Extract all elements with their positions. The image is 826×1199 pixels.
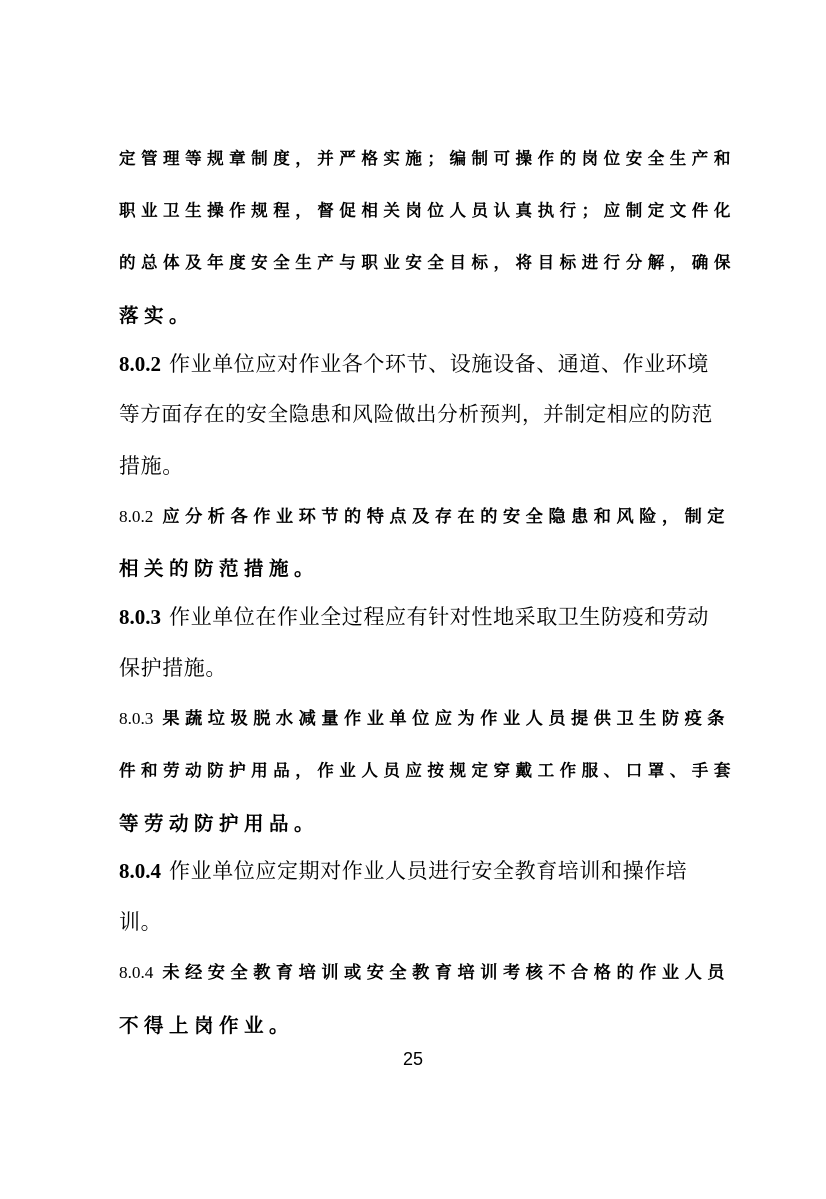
clause-line	[119, 354, 709, 375]
line-text: 保护措施。	[119, 656, 227, 680]
commentary-line	[119, 814, 319, 834]
clause-line	[119, 912, 162, 933]
line-text: 定管理等规章制度，并严格实施；编制可操作的岗位安全生产和	[119, 148, 736, 168]
commentary-line	[119, 710, 730, 728]
line-text: 落实。	[119, 304, 195, 327]
line-text: 件和劳动防护用品，作业人员应按规定穿戴工作服、口罩、手套	[119, 760, 736, 780]
line-text: 相关的防范措施。	[119, 557, 320, 580]
text-line	[119, 150, 736, 167]
line-text: 等方面存在的安全隐患和风险做出分析预判，并制定相应的防范	[119, 404, 713, 426]
line-text: 应分析各作业环节的特点及存在的安全隐患和风险，制定	[162, 507, 730, 527]
clause-number: 8.0.2	[119, 507, 154, 526]
line-text: 作业单位应对作业各个环节、设施设备、通道、作业环境	[169, 352, 709, 376]
text-line	[119, 306, 194, 326]
clause-number: 8.0.3	[119, 605, 161, 629]
clause-line	[119, 861, 687, 882]
line-text: 职业卫生操作规程，督促相关岗位人员认真执行；应制定文件化	[119, 200, 736, 220]
commentary-line	[119, 762, 736, 779]
commentary-line	[119, 964, 730, 982]
clause-number: 8.0.4	[119, 859, 161, 883]
commentary-line	[119, 508, 730, 526]
clause-number: 8.0.3	[119, 709, 154, 728]
clause-number: 8.0.2	[119, 352, 161, 376]
line-text: 作业单位应定期对作业人员进行安全教育培训和操作培	[169, 859, 688, 883]
line-text: 措施。	[119, 454, 184, 478]
line-text: 等劳动防护用品。	[119, 812, 320, 835]
line-text: 的总体及年度安全生产与职业安全目标，将目标进行分解，确保	[119, 252, 736, 272]
clause-number: 8.0.4	[119, 963, 154, 982]
line-text: 作业单位在作业全过程应有针对性地采取卫生防疫和劳动	[169, 605, 709, 629]
line-text: 未经安全教育培训或安全教育培训考核不合格的作业人员	[162, 963, 730, 983]
clause-line	[119, 658, 227, 679]
commentary-line	[119, 559, 319, 579]
line-text: 训。	[119, 910, 163, 934]
commentary-line	[119, 1016, 294, 1036]
text-line	[119, 254, 736, 271]
text-line	[119, 202, 736, 219]
clause-line	[119, 456, 184, 477]
line-text: 果蔬垃圾脱水减量作业单位应为作业人员提供卫生防疫条	[162, 709, 730, 729]
clause-line	[119, 405, 713, 426]
line-text: 不得上岗作业。	[119, 1014, 295, 1037]
clause-line	[119, 607, 709, 628]
page-number: 25	[402, 1049, 424, 1069]
